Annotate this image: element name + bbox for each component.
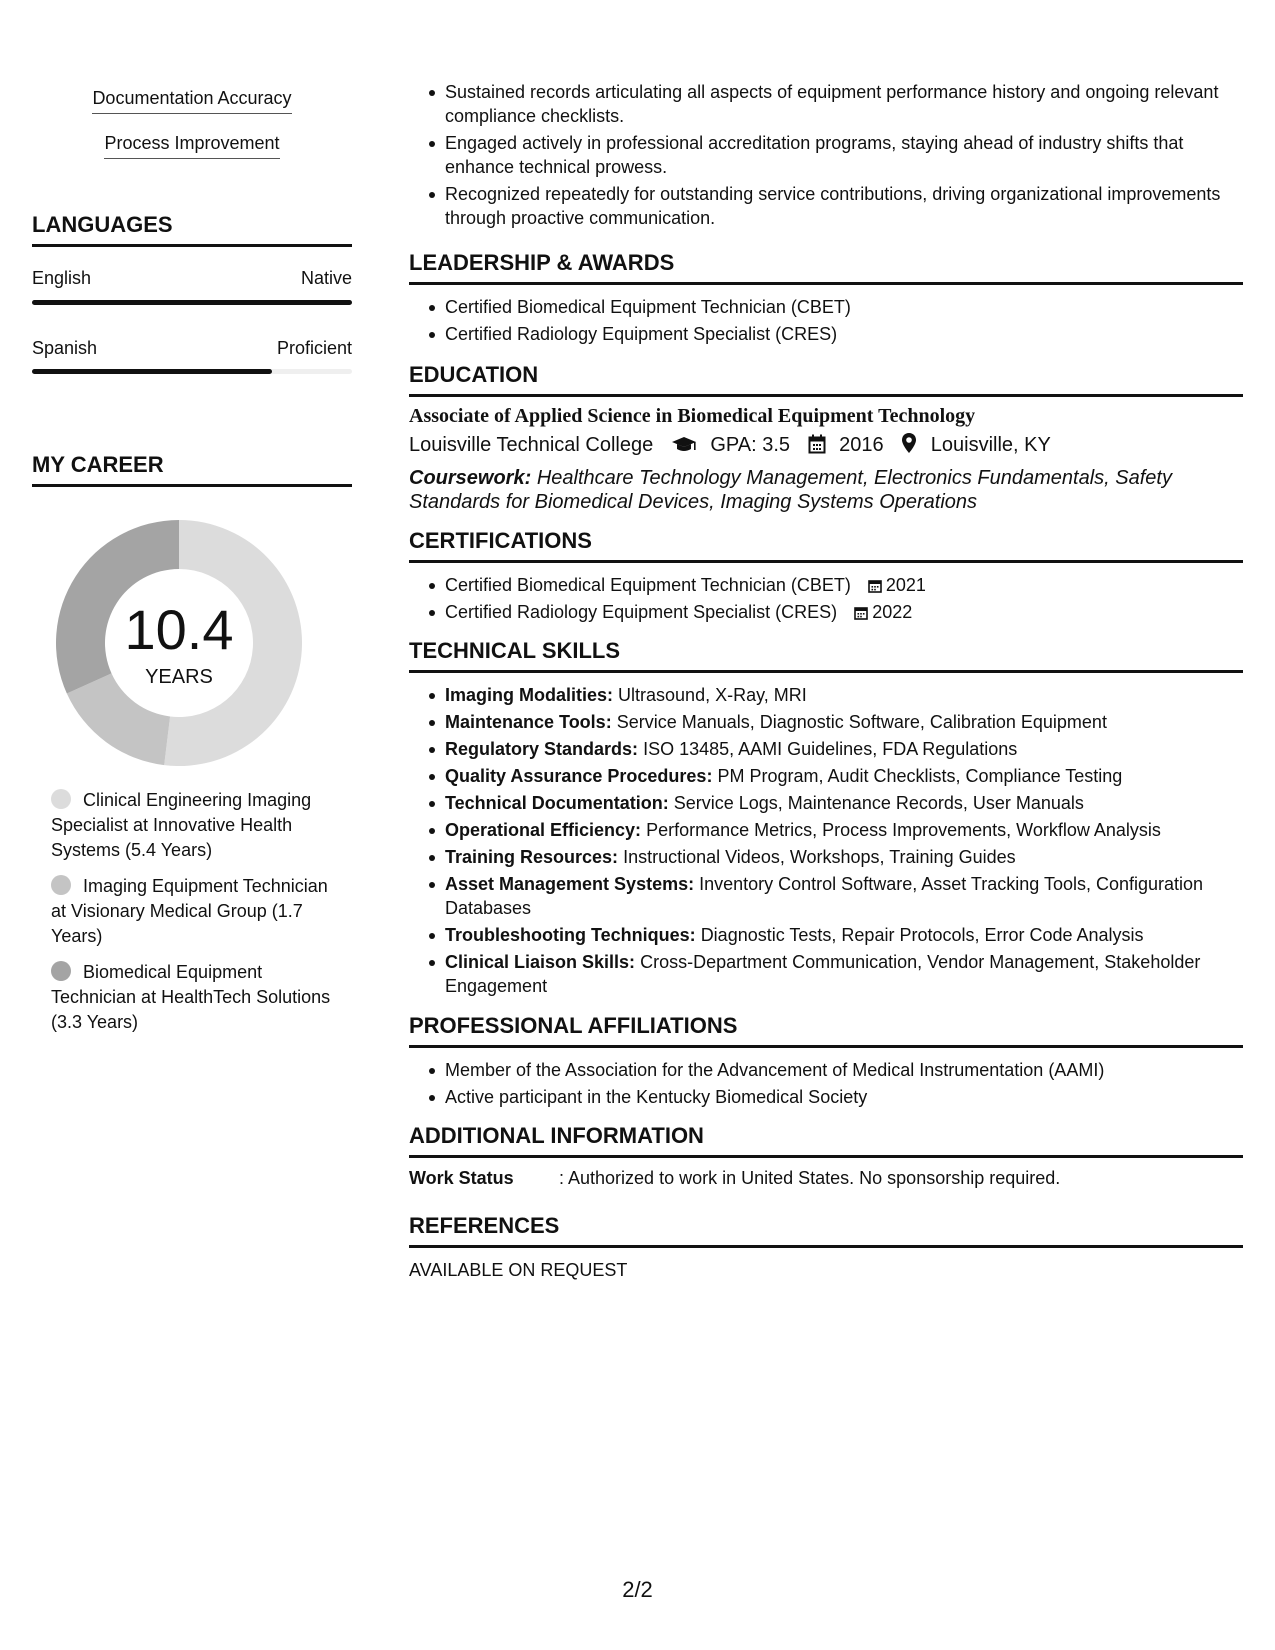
- education-meta: [409, 432, 1243, 460]
- calendar-icon: [868, 579, 882, 593]
- technical-skills-section: [409, 638, 1243, 1001]
- certifications-section: [409, 528, 1243, 627]
- calendar-icon: [808, 434, 826, 460]
- career-item-label: Biomedical Equipment Technician at HealthTech Solutions (3.3 Years): [51, 962, 331, 1032]
- graduation-year: 2016: [839, 434, 884, 456]
- school-location: Louisville, KY: [930, 434, 1051, 456]
- language-row: [32, 268, 352, 289]
- legend-dot-icon: [51, 789, 71, 809]
- references-section: [409, 1213, 1243, 1281]
- language-bar: [32, 369, 352, 374]
- section-heading: ADDITIONAL INFORMATION: [409, 1123, 1243, 1158]
- location-pin-icon: [901, 432, 917, 460]
- graduation-cap-icon: [671, 436, 697, 460]
- list-item: Training Resources: Instructional Videos, Workshops, Training Guides: [427, 845, 1243, 869]
- cert-year: 2022: [872, 602, 913, 622]
- list-item: Certified Radiology Equipment Specialist (CRES): [427, 322, 1243, 346]
- leadership-section: [409, 250, 1243, 349]
- list-item: Maintenance Tools: Service Manuals, Diagnostic Software, Calibration Equipment: [427, 710, 1243, 734]
- experience-continued: [409, 80, 1243, 233]
- affiliations-section: [409, 1013, 1243, 1112]
- list-item: Quality Assurance Procedures: PM Program, Audit Checklists, Compliance Testing: [427, 764, 1243, 788]
- skill-chip: Process Improvement: [32, 133, 352, 159]
- career-item: [51, 874, 331, 949]
- career-unit: YEARS: [145, 666, 213, 688]
- list-item: Regulatory Standards: ISO 13485, AAMI Guidelines, FDA Regulations: [427, 737, 1243, 761]
- calendar-icon: [854, 606, 868, 620]
- experience-bullets: [409, 80, 1243, 230]
- list-item: Operational Efficiency: Performance Metrics, Process Improvements, Workflow Analysis: [427, 818, 1243, 842]
- section-heading: CERTIFICATIONS: [409, 528, 1243, 563]
- language-level: Proficient: [276, 338, 352, 358]
- cert-name: Certified Radiology Equipment Specialist (CRES): [445, 602, 838, 622]
- coursework: [409, 466, 1243, 514]
- language-level: Native: [300, 268, 352, 288]
- section-heading: TECHNICAL SKILLS: [409, 638, 1243, 673]
- work-status-value: : Authorized to work in United States. No sponsorship required.: [559, 1168, 1061, 1188]
- list-item: [427, 600, 1243, 624]
- skill-chip: Documentation Accuracy: [32, 88, 352, 114]
- career-item-label: Imaging Equipment Technician at Visionary Medical Group (1.7 Years): [51, 876, 328, 946]
- list-item: Engaged actively in professional accreditation programs, staying ahead of industry shifts that enhance technical prowess.: [427, 131, 1243, 179]
- career-item: [51, 960, 331, 1035]
- list-item: Imaging Modalities: Ultrasound, X-Ray, MRI: [427, 683, 1243, 707]
- list-item: Active participant in the Kentucky Biomedical Society: [427, 1085, 1243, 1109]
- language-bar: [32, 300, 352, 305]
- language-name: Spanish: [32, 338, 98, 358]
- cert-year: 2021: [885, 575, 926, 595]
- list-item: Asset Management Systems: Inventory Control Software, Asset Tracking Tools, Configuration Databases: [427, 872, 1243, 920]
- work-status-label: Work Status: [409, 1168, 514, 1188]
- list-item: Sustained records articulating all aspects of equipment performance history and ongoing relevant compliance checklists.: [427, 80, 1243, 128]
- career-heading: MY CAREER: [32, 452, 352, 487]
- list-item: Clinical Liaison Skills: Cross-Department Communication, Vendor Management, Stakeholder Engagement: [427, 950, 1243, 998]
- language-name: English: [32, 268, 92, 288]
- section-heading: PROFESSIONAL AFFILIATIONS: [409, 1013, 1243, 1048]
- language-row: [32, 338, 352, 359]
- degree-title: Associate of Applied Science in Biomedical Equipment Technology: [409, 405, 976, 427]
- list-item: Certified Biomedical Equipment Technician (CBET): [427, 295, 1243, 319]
- career-total: 10.4: [124, 598, 234, 661]
- career-item: [51, 788, 331, 863]
- list-item: Technical Documentation: Service Logs, Maintenance Records, User Manuals: [427, 791, 1243, 815]
- coursework-label: Coursework:: [409, 467, 532, 489]
- cert-name: Certified Biomedical Equipment Technician (CBET): [445, 575, 851, 595]
- gpa: GPA: 3.5: [710, 434, 791, 456]
- school-name: Louisville Technical College: [409, 434, 654, 456]
- section-heading: LEADERSHIP & AWARDS: [409, 250, 1243, 285]
- page-number: 2/2: [622, 1577, 653, 1602]
- list-item: Recognized repeatedly for outstanding service contributions, driving organizational improvements through proactive communication.: [427, 182, 1243, 230]
- languages-heading: LANGUAGES: [32, 212, 352, 247]
- language-bar-fill: [32, 300, 352, 305]
- career-donut: [56, 520, 302, 766]
- list-item: Member of the Association for the Advancement of Medical Instrumentation (AAMI): [427, 1058, 1243, 1082]
- references-value: AVAILABLE ON REQUEST: [409, 1260, 628, 1280]
- section-heading: REFERENCES: [409, 1213, 1243, 1248]
- list-item: [427, 573, 1243, 597]
- list-item: Troubleshooting Techniques: Diagnostic Tests, Repair Protocols, Error Code Analysis: [427, 923, 1243, 947]
- career-item-label: Clinical Engineering Imaging Specialist at Innovative Health Systems (5.4 Years): [51, 790, 312, 860]
- education-section: [409, 362, 1243, 514]
- additional-info-section: [409, 1123, 1243, 1189]
- coursework-value: Healthcare Technology Management, Electronics Fundamentals, Safety Standards for Biomedical Devices, Imaging Systems Operations: [409, 467, 1172, 513]
- legend-dot-icon: [51, 961, 71, 981]
- section-heading: EDUCATION: [409, 362, 1243, 397]
- work-status-row: [409, 1168, 1243, 1189]
- language-bar-fill: [32, 369, 272, 374]
- legend-dot-icon: [51, 875, 71, 895]
